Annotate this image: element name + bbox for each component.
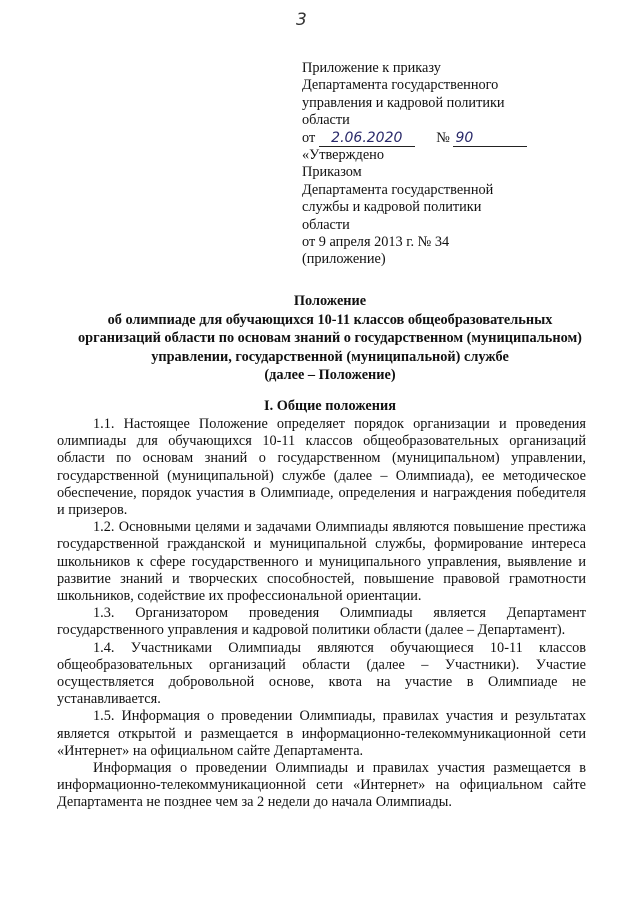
title-line: об олимпиаде для обучающихся 10-11 классов общеобразовательных bbox=[107, 311, 553, 328]
header-line: Приказом bbox=[302, 164, 362, 181]
handwritten-date: 2.06.2020 bbox=[319, 131, 415, 147]
number-sign: № bbox=[436, 129, 450, 146]
document-title bbox=[40, 292, 620, 385]
header-line: области bbox=[302, 216, 350, 233]
header-line: «Утверждено bbox=[302, 147, 384, 164]
header-line: службы и кадровой политики bbox=[302, 199, 482, 216]
order-date-line bbox=[302, 130, 602, 147]
paragraph: 1.3. Организатором проведения Олимпиады является Департамент государственного управления и кадровой политики области (далее – Департамент). bbox=[57, 605, 586, 639]
title-line: управлении, государственной (муниципальной) службе bbox=[151, 348, 509, 365]
paragraph: 1.2. Основными целями и задачами Олимпиады являются повышение престижа государственной гражданской и муниципальной службы, формирование интереса школьников к сфере государственного и муниципального управления, выявление и развитие знаний и творческих способностей, повышение правовой грамотности школьников, содействие их профессиональной ориентации. bbox=[57, 519, 586, 605]
title-line: организаций области по основам знаний о государственном (муниципальном) bbox=[78, 330, 582, 347]
header-line: области bbox=[302, 112, 350, 129]
approval-header bbox=[302, 60, 602, 269]
header-line: Департамента государственного bbox=[302, 77, 499, 94]
date-prefix: от bbox=[302, 129, 316, 146]
section-heading: I. Общие положения bbox=[264, 398, 396, 414]
header-line: управления и кадровой политики bbox=[302, 94, 505, 111]
title-line: Положение bbox=[293, 293, 367, 309]
paragraph: Информация о проведении Олимпиады и правилах участия размещается в информационно-телекоммуникационной сети «Интернет» на официальном сайте Департамента не позднее чем за 2 недели до начала Олимпиады. bbox=[57, 760, 586, 811]
page-number: 3 bbox=[296, 10, 307, 30]
header-line: (приложение) bbox=[302, 251, 386, 268]
header-line: Департамента государственной bbox=[302, 181, 494, 198]
paragraph: 1.4. Участниками Олимпиады являются обучающиеся 10-11 классов общеобразовательных организаций области (далее – Участники). Участие осуществляется добровольной основе, квота на участие в Олимпиаде не устанавливается. bbox=[57, 639, 586, 708]
section-body bbox=[57, 416, 586, 812]
paragraph: 1.1. Настоящее Положение определяет порядок организации и проведения олимпиады для обучающихся 10-11 классов общеобразовательных организаций области по основам знаний о государственном (муниципальном) управлении, государственной (муниципальной) службе (далее – Олимпиада), ее методическое обеспечение, порядок участия в Олимпиаде, определения и награждения победителя и призеров. bbox=[57, 416, 586, 519]
title-line: (далее – Положение) bbox=[264, 367, 396, 384]
paragraph: 1.5. Информация о проведении Олимпиады, правилах участия и результатах является открытой и размещается в информационно-телекоммуникационной сети «Интернет» на официальном сайте Департамента. bbox=[57, 708, 586, 759]
header-line: от 9 апреля 2013 г. № 34 bbox=[302, 234, 450, 251]
header-line: Приложение к приказу bbox=[302, 60, 441, 76]
handwritten-number: 90 bbox=[453, 131, 527, 147]
